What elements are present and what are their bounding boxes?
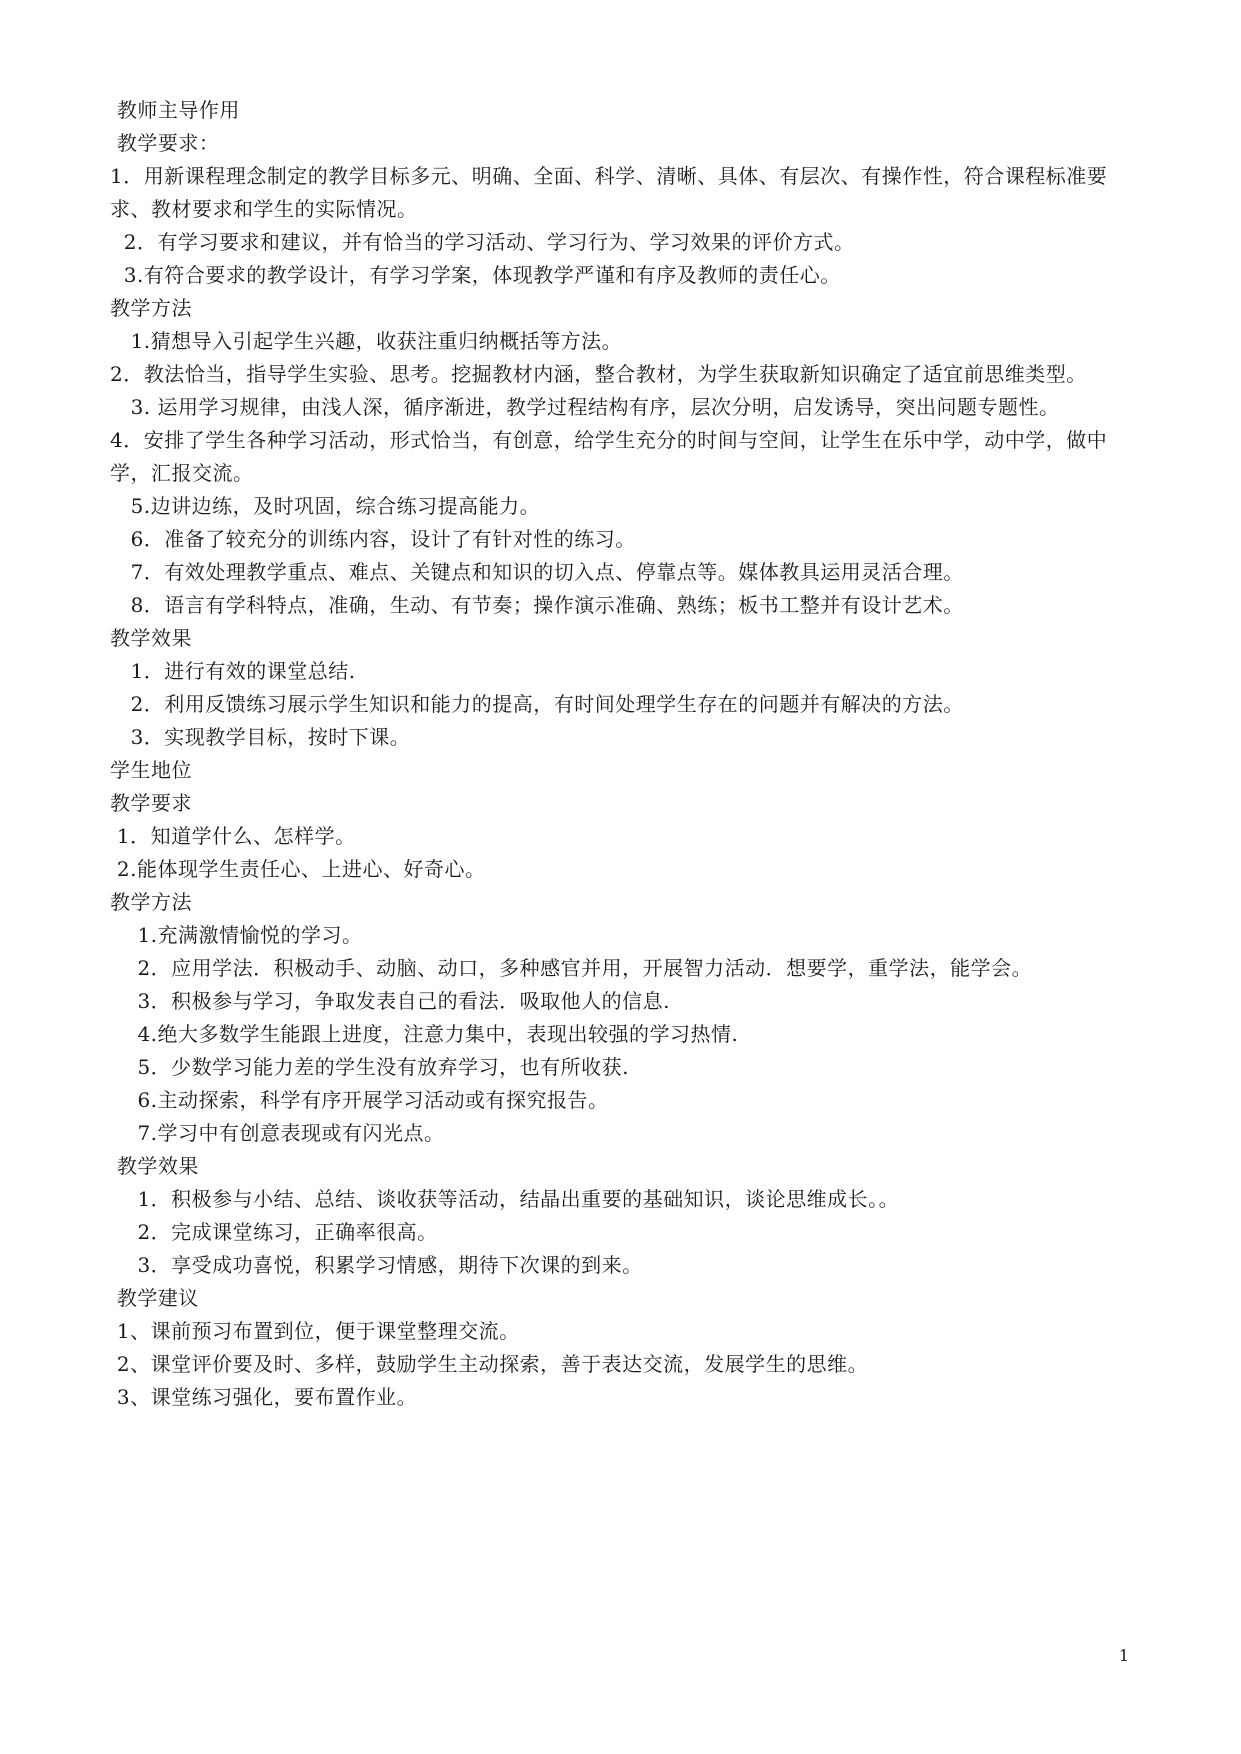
- method-item-7: 7．有效处理教学重点、难点、关键点和知识的切入点、停靠点等。媒体教具运用灵活合理。: [110, 560, 964, 584]
- section-heading-student-status: 学生地位: [110, 758, 192, 782]
- suggestion-item-1: 1、课前预习布置到位，便于课堂整理交流。: [110, 1319, 520, 1343]
- method-item-4: 4．安排了学生各种学习活动，形式恰当，有创意，给学生充分的时间与空间，让学生在乐中学，动中学，做中学，汇报交流。: [110, 428, 1108, 485]
- subheading-teaching-suggestions: 教学建议: [110, 1286, 199, 1310]
- page-number: 1: [1118, 1646, 1129, 1665]
- student-method-item-3: 3．积极参与学习，争取发表自己的看法．吸取他人的信息.: [110, 989, 671, 1013]
- requirement-item-3: 3.有符合要求的教学设计，有学习学案，体现教学严谨和有序及教师的责任心。: [110, 263, 841, 287]
- suggestion-item-3: 3、课堂练习强化，要布置作业。: [110, 1385, 418, 1409]
- subheading-student-methods: 教学方法: [110, 890, 192, 914]
- subheading-teaching-requirements: 教学要求：: [110, 131, 220, 155]
- document-body: [110, 94, 1130, 1414]
- student-method-item-6: 6.主动探索，科学有序开展学习活动或有探究报告。: [110, 1088, 609, 1112]
- method-item-8: 8．语言有学科特点，准确，生动、有节奏；操作演示准确、熟练；板书工整并有设计艺术。: [110, 593, 964, 617]
- effect-item-1: 1．进行有效的课堂总结.: [110, 659, 356, 683]
- method-item-1: 1.猜想导入引起学生兴趣，收获注重归纳概括等方法。: [110, 329, 623, 353]
- requirement-item-1: 1．用新课程理念制定的教学目标多元、明确、全面、科学、清晰、具体、有层次、有操作性，符合课程标准要求、教材要求和学生的实际情况。: [110, 164, 1108, 221]
- requirement-item-2: 2．有学习要求和建议，并有恰当的学习活动、学习行为、学习效果的评价方式。: [110, 230, 855, 254]
- effect-item-2: 2．利用反馈练习展示学生知识和能力的提高，有时间处理学生存在的问题并有解决的方法。: [110, 692, 964, 716]
- student-method-item-5: 5．少数学习能力差的学生没有放弃学习，也有所收获.: [110, 1055, 630, 1079]
- student-method-item-1: 1.充满激情愉悦的学习。: [110, 923, 363, 947]
- student-method-item-2: 2．应用学法．积极动手、动脑、动口，多种感官并用，开展智力活动．想要学，重学法，能学会。: [110, 956, 1033, 980]
- student-effect-item-2: 2．完成课堂练习，正确率很高。: [110, 1220, 438, 1244]
- student-effect-item-1: 1．积极参与小结、总结、谈收获等活动，结晶出重要的基础知识，谈论思维成长。。: [110, 1187, 900, 1211]
- student-method-item-7: 7.学习中有创意表现或有闪光点。: [110, 1121, 445, 1145]
- suggestion-item-2: 2、课堂评价要及时、多样，鼓励学生主动探索，善于表达交流，发展学生的思维。: [110, 1352, 869, 1376]
- subheading-student-effect: 教学效果: [110, 1154, 199, 1178]
- effect-item-3: 3．实现教学目标，按时下课。: [110, 725, 411, 749]
- method-item-2: 2．教法恰当，指导学生实验、思考。挖掘教材内涵，整合教材，为学生获取新知识确定了适宜前思维类型。: [110, 362, 1087, 386]
- subheading-teaching-effect: 教学效果: [110, 626, 192, 650]
- subheading-student-requirements: 教学要求: [110, 791, 192, 815]
- section-heading-teacher-role: 教师主导作用: [110, 98, 240, 122]
- method-item-5: 5.边讲边练，及时巩固，综合练习提高能力。: [110, 494, 541, 518]
- method-item-6: 6．准备了较充分的训练内容，设计了有针对性的练习。: [110, 527, 636, 551]
- student-requirement-item-2: 2.能体现学生责任心、上进心、好奇心。: [110, 857, 486, 881]
- student-effect-item-3: 3．享受成功喜悦，积累学习情感，期待下次课的到来。: [110, 1253, 643, 1277]
- subheading-teaching-methods: 教学方法: [110, 296, 192, 320]
- student-requirement-item-1: 1．知道学什么、怎样学。: [110, 824, 356, 848]
- method-item-3: 3. 运用学习规律，由浅人深，循序渐进，教学过程结构有序，层次分明，启发诱导，突出问题专题性。: [110, 395, 1060, 419]
- student-method-item-4: 4.绝大多数学生能跟上进度，注意力集中，表现出较强的学习热情.: [110, 1022, 739, 1046]
